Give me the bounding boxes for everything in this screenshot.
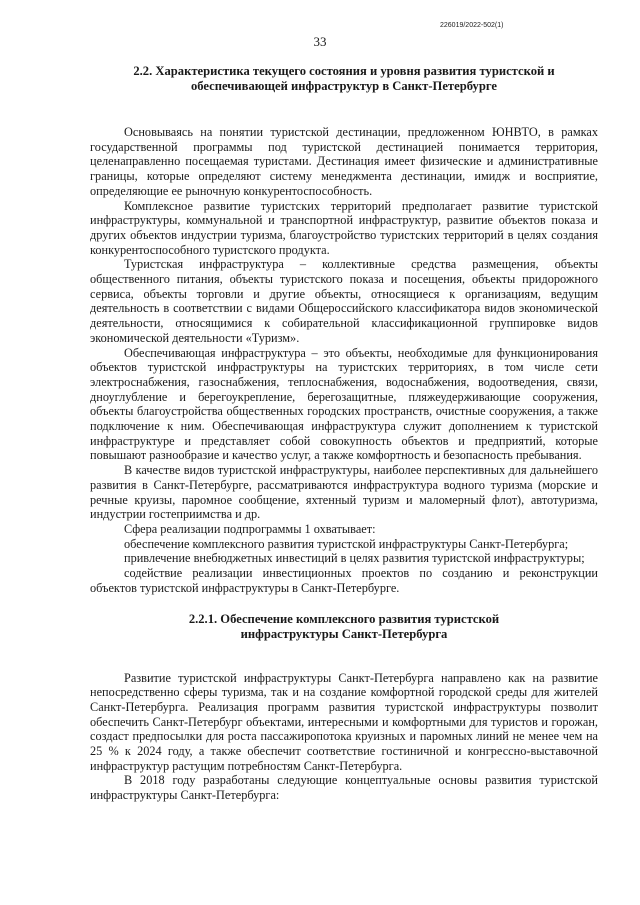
paragraph-tourist-infrastructure: Туристская инфраструктура – коллективные средства размещения, объекты общественного питания, объекты туристского показа и посещения, объекты придорожного сервиса, объекты торговли и другие объекты, относящиеся к организациям, ведущим деятельность в соответствии с видами Общероссийского классификатора видов экономической деятельности, относящимися к собирательной классификационной группировке видов экономической деятельности «Туризм».: [90, 257, 598, 345]
paragraph-supporting-infrastructure: Обеспечивающая инфраструктура – это объекты, необходимые для функционирования объектов туристской инфраструктуры на туристских территориях, в том числе сети электроснабжения, газоснабжения, теплоснабжения, водоснабжения, водоотведения, связи, дноуглубление и берегоукрепление, берегозащитные, пляжеудерживающие сооружения, объекты благоустройства общественных городских пространств, очистные сооружения, а также подключение к ним. Обеспечивающая инфраструктура служит дополнением к туристской инфраструктуре и представляет собой совокупность объектов и предприятий, которые повышают разнообразие и качество услуг, а также комфортность и безопасность пребывания.: [90, 345, 598, 463]
paragraph-development-goals: Развитие туристской инфраструктуры Санкт-Петербурга направлено как на развитие непосредственно сферы туризма, так и на создание комфортной городской среды для жителей Санкт-Петербурга. Реализация программ развития туристской инфраструктуры позволит обеспечить Санкт-Петербург объектами, интересными и комфортными для туристов и горожан, создаст предпосылки для роста пассажиропотока круизных и паромных линий не менее чем на 25 % к 2024 году, а также обеспечит соответствие гостиничной и конгрессно-выставочной инфраструктур растущим потребностям Санкт-Петербурга.: [90, 670, 598, 773]
document-number: 226019/2022-502(1): [440, 22, 504, 29]
subsection-heading: 2.2.1. Обеспечение комплексного развития туристской инфраструктуры Санкт-Петербурга: [188, 611, 500, 641]
document-body: [90, 64, 598, 803]
paragraph-perspective-types: В качестве видов туристской инфраструктуры, наиболее перспективных для дальнейшего развития в Санкт-Петербурге, рассматриваются инфраструктура водного туризма (морские и речные круизы, паромное сообщение, яхтенный туризм и маломерный флот), автотуризма, индустрии гостеприимства и др.: [90, 463, 598, 522]
list-item: обеспечение комплексного развития туристской инфраструктуры Санкт-Петербурга;: [124, 536, 569, 551]
list-item: содействие реализации инвестиционных проектов по созданию и реконструкции объектов туристской инфраструктуры в Санкт-Петербурге.: [90, 566, 598, 595]
paragraph-concept-2018: В 2018 году разработаны следующие концептуальные основы развития туристской инфраструктуры Санкт-Петербурга:: [90, 773, 598, 803]
paragraph-complex-development: Комплексное развитие туристских территорий предполагает развитие туристской инфраструктуры, коммунальной и транспортной инфраструктур, развитие объектов показа и других объектов индустрии туризма, благоустройство туристских территорий в целях создания конкурентоспособного туристского продукта.: [90, 198, 598, 257]
list-item: привлечение внебюджетных инвестиций в целях развития туристской инфраструктуры;: [124, 551, 585, 566]
paragraph-destination: Основываясь на понятии туристской дестинации, предложенном ЮНВТО, в рамках государственной программы под туристской дестинацией понимается территория, целенаправленно посещаемая туристами. Дестинация имеет физические и административные границы, которые определяют систему менеджмента дестинации, имидж и восприятие, определяющие ее рыночную конкурентоспособность.: [90, 125, 598, 198]
page-number: 33: [313, 34, 327, 49]
section-heading: 2.2. Характеристика текущего состояния и уровня развития туристской и обеспечивающей инфраструктур в Санкт-Петербурге: [133, 64, 555, 93]
paragraph-scope-intro: Сфера реализации подпрограммы 1 охватывает:: [124, 521, 376, 536]
